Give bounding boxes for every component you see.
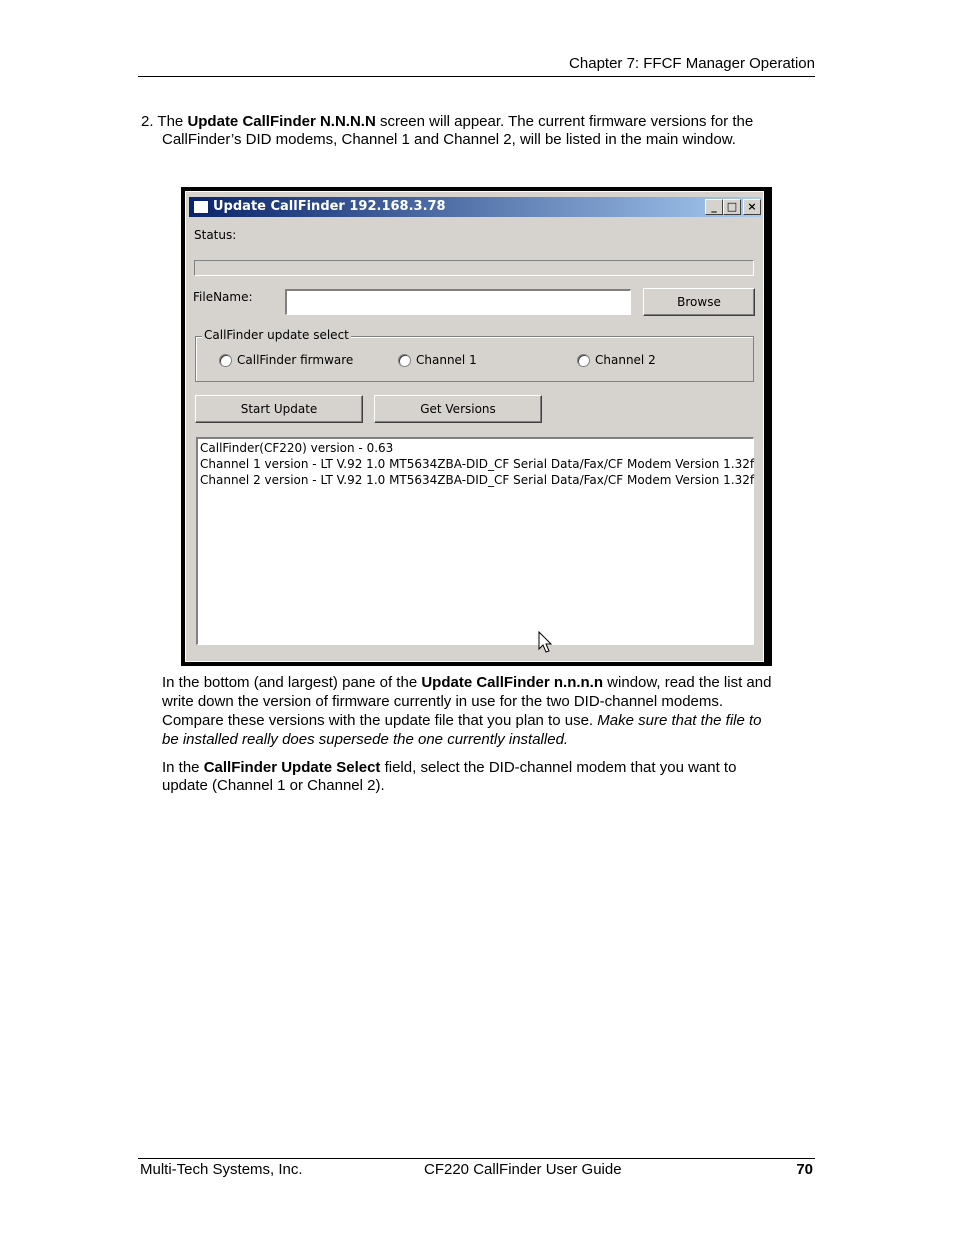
- title-bar[interactable]: [189, 197, 761, 217]
- page-number: 70: [796, 1161, 813, 1178]
- para-1-line-3: [162, 712, 822, 731]
- browse-button[interactable]: Browse: [643, 288, 755, 316]
- para-text: In the bottom (and largest) pane of the: [162, 674, 422, 691]
- status-label: Status:: [194, 228, 237, 242]
- status-progress-bar: [194, 260, 754, 276]
- footer-guide: CF220 CallFinder User Guide: [424, 1161, 622, 1178]
- radio-circle[interactable]: [219, 354, 232, 367]
- list-item: CallFinder(CF220) version - 0.63: [200, 441, 394, 455]
- para-text: Compare these versions with the update file that you plan to use.: [162, 712, 598, 729]
- versions-list[interactable]: [196, 437, 754, 645]
- list-item: Channel 1 version - LT V.92 1.0 MT5634ZBA-DID_CF Serial Data/Fax/CF Modem Version 1.32f: [200, 457, 755, 471]
- footer-company: Multi-Tech Systems, Inc.: [140, 1161, 303, 1178]
- page-footer: [138, 1158, 815, 1181]
- page-header: [138, 55, 815, 77]
- para-2-line-2: update (Channel 1 or Channel 2).: [162, 777, 385, 794]
- minimize-button[interactable]: _: [705, 199, 723, 215]
- para-italic: be installed really does supersede the one currently installed.: [162, 731, 569, 748]
- step-text: The: [157, 113, 188, 130]
- update-callfinder-window: [185, 191, 764, 662]
- maximize-button[interactable]: □: [723, 199, 741, 215]
- screenshot-frame: [181, 187, 772, 666]
- para-text-2: field, select the DID-channel modem that you want to: [380, 759, 737, 776]
- step-number: 2.: [141, 113, 154, 130]
- radio-circle[interactable]: [398, 354, 411, 367]
- close-button[interactable]: ×: [743, 199, 761, 215]
- step-2-line-2: CallFinder’s DID modems, Channel 1 and Channel 2, will be listed in the main window.: [162, 131, 736, 148]
- para-1-line-1: [162, 674, 822, 693]
- step-bold: Update CallFinder N.N.N.N: [187, 113, 376, 130]
- para-1-line-4: [162, 731, 822, 750]
- radio-label: Channel 1: [416, 353, 477, 367]
- list-item: Channel 2 version - LT V.92 1.0 MT5634ZBA-DID_CF Serial Data/Fax/CF Modem Version 1.32f: [200, 473, 755, 487]
- filename-input[interactable]: [285, 289, 631, 315]
- filename-label: FileName:: [193, 290, 253, 304]
- start-update-button[interactable]: Start Update: [195, 395, 363, 423]
- chapter-title: Chapter 7: FFCF Manager Operation: [569, 55, 815, 72]
- step-text-2: screen will appear. The current firmware versions for the: [375, 113, 754, 130]
- radio-label: CallFinder firmware: [237, 353, 354, 367]
- group-title: CallFinder update select: [204, 328, 349, 342]
- window-title: Update CallFinder 192.168.3.78: [213, 199, 446, 214]
- para-bold: Update CallFinder n.n.n.n: [421, 674, 604, 691]
- para-1-line-2: write down the version of firmware currently in use for the two DID-channel modems.: [162, 693, 724, 710]
- para-text: In the: [162, 759, 204, 776]
- radio-label: Channel 2: [595, 353, 656, 367]
- para-bold: CallFinder Update Select: [203, 759, 381, 776]
- radio-circle[interactable]: [577, 354, 590, 367]
- window-icon: [193, 200, 209, 214]
- para-italic: Make sure that the file to: [597, 712, 762, 729]
- get-versions-button[interactable]: Get Versions: [374, 395, 542, 423]
- update-select-group: [195, 328, 754, 382]
- para-2-line-1: [162, 759, 822, 778]
- step-2-line-1: [141, 113, 821, 132]
- mouse-cursor-icon: [538, 631, 554, 655]
- para-text-2: window, read the list and: [603, 674, 772, 691]
